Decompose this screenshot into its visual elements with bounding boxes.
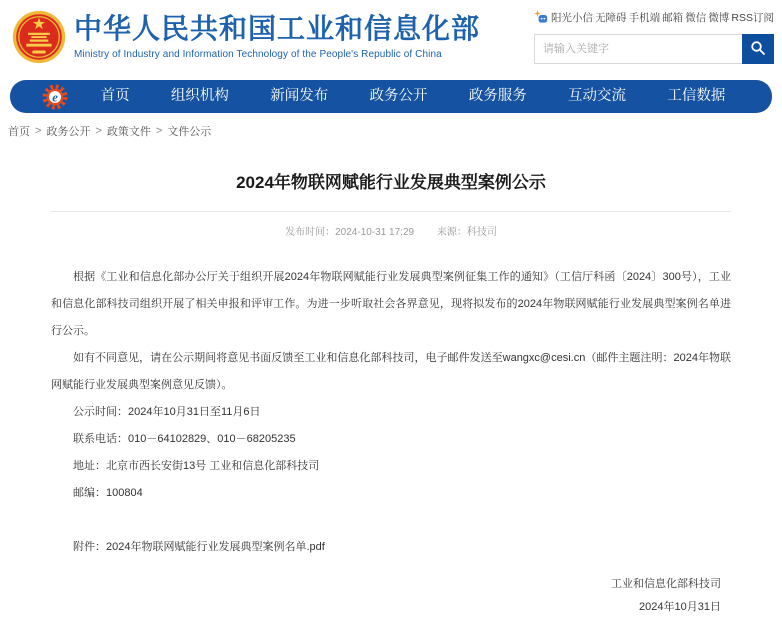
top-links-bar xyxy=(534,8,774,26)
nav-item-gov-disclosure[interactable]: 政务公开 xyxy=(369,88,428,104)
top-link-wechat[interactable]: 微信 xyxy=(685,11,707,24)
info-line-postcode: 邮编：100804 xyxy=(73,487,143,499)
signature-date: 2024年10月31日 xyxy=(639,601,721,613)
breadcrumb-separator: > xyxy=(35,125,42,137)
search-icon xyxy=(750,40,766,59)
breadcrumb-current-page: 文件公示 xyxy=(167,126,212,138)
info-line-phone: 联系电话：010－64102829、010－68205235 xyxy=(73,433,296,445)
attachment-pdf-link[interactable]: 2024年物联网赋能行业发展典型案例名单.pdf xyxy=(106,541,325,553)
assistant-robot-icon xyxy=(534,10,548,24)
breadcrumb-policy-documents[interactable]: 政策文件 xyxy=(106,126,151,138)
paragraph-2: 如有不同意见，请在公示期间将意见书面反馈至工业和信息化部科技司，电子邮件发送至wangxc@cesi.cn（邮件主题注明：2024年物联网赋能行业发展典型案例意见反馈）。 xyxy=(51,352,731,391)
site-title-chinese: 中华人民共和国工业和信息化部 xyxy=(74,13,481,44)
top-link-accessibility[interactable]: 无障碍 xyxy=(595,11,627,24)
svg-text:e: e xyxy=(52,90,58,105)
breadcrumb-gov-disclosure[interactable]: 政务公开 xyxy=(46,126,91,138)
top-link-mobile[interactable]: 手机端 xyxy=(628,11,661,24)
nav-item-news[interactable]: 新闻发布 xyxy=(270,88,329,104)
miit-gear-e-logo-icon xyxy=(40,82,70,112)
nav-items xyxy=(80,80,746,113)
publish-time: 发布时间：2024-10-31 17:29 xyxy=(285,227,415,238)
article-title: 2024年物联网赋能行业发展典型案例公示 xyxy=(236,173,546,192)
nav-item-organization[interactable]: 组织机构 xyxy=(170,88,229,104)
paragraph-1: 根据《工业和信息化部办公厅关于组织开展2024年物联网赋能行业发展典型案例征集工作的通知》（工信厅科函〔2024〕300号），工业和信息化部科技司组织开展了相关申报和评审工作。为进一步听取社会各界意见，现将拟发布的2024年物联网赋能行业发展典型案例名单进行公示。 xyxy=(51,271,731,337)
breadcrumb-separator: > xyxy=(155,125,163,137)
breadcrumb-separator: > xyxy=(95,125,102,137)
top-link-sunshine[interactable] xyxy=(534,10,593,25)
nav-item-interaction[interactable]: 互动交流 xyxy=(568,88,627,104)
title-divider xyxy=(51,211,731,212)
article-meta xyxy=(51,223,731,238)
header-utilities xyxy=(534,8,774,64)
breadcrumb xyxy=(0,113,782,147)
info-line-period: 公示时间：2024年10月31日至11月6日 xyxy=(73,406,261,418)
article-source: 来源：科技司 xyxy=(436,227,497,238)
main-navigation xyxy=(10,80,772,113)
search-bar xyxy=(534,34,774,64)
site-title-english: Ministry of Industry and Information Technology of the People's Republic of China xyxy=(74,49,442,60)
article-container xyxy=(51,171,731,619)
top-link-rss[interactable]: RSS订阅 xyxy=(731,11,774,24)
china-national-emblem-icon xyxy=(12,10,66,64)
search-button[interactable] xyxy=(742,34,774,64)
top-link-weibo[interactable]: 微博 xyxy=(708,11,730,24)
attachment-label: 附件： xyxy=(73,541,106,553)
info-line-address: 地址：北京市西长安街13号 工业和信息化部科技司 xyxy=(73,460,320,472)
top-link-mail[interactable]: 邮箱 xyxy=(662,11,684,24)
nav-item-gov-services[interactable]: 政务服务 xyxy=(468,88,527,104)
attachment-line xyxy=(51,534,731,561)
top-link-label: 阳光小信 xyxy=(551,11,593,24)
search-input[interactable] xyxy=(534,34,742,64)
article-signature xyxy=(51,573,731,619)
breadcrumb-home[interactable]: 首页 xyxy=(8,126,30,138)
site-title-block xyxy=(74,12,480,60)
article-body xyxy=(51,264,731,619)
site-header xyxy=(0,0,782,78)
nav-item-home[interactable]: 首页 xyxy=(100,88,130,104)
signature-org: 工业和信息化部科技司 xyxy=(611,578,721,590)
nav-item-data[interactable]: 工信数据 xyxy=(667,88,726,104)
